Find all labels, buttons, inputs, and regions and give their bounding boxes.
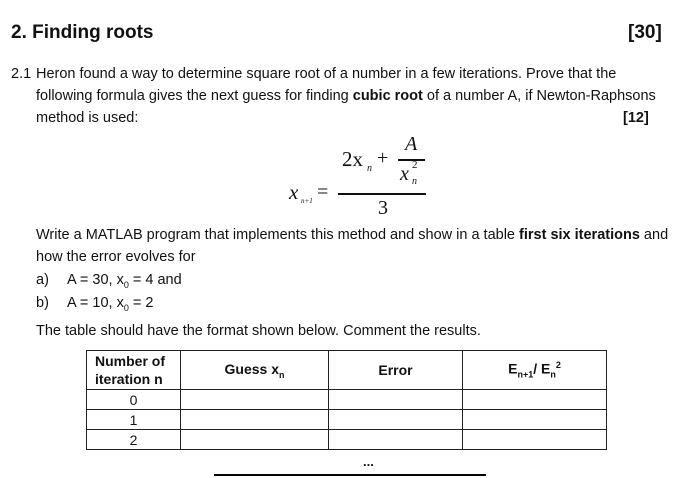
table-format-note: The table should have the format shown below. Comment the results. xyxy=(36,323,481,339)
formula-inner-numerator: A xyxy=(405,133,418,155)
formula-equals: = xyxy=(317,181,329,203)
formula-plus: + xyxy=(377,147,389,169)
table-continuation: ... xyxy=(363,454,374,469)
formula-inner-denominator: x xyxy=(400,163,409,185)
table-row xyxy=(87,410,607,430)
section-marks: [30] xyxy=(628,22,662,43)
formula-lhs-subscript: n+1 xyxy=(301,197,313,205)
formula-inner-superscript: 2 xyxy=(412,159,418,171)
task-line-2: how the error evolves for xyxy=(36,249,196,265)
header-error: Error xyxy=(329,351,463,390)
question-line-2: following formula gives the next guess for finding cubic root of a number A, if Newton-Raphsons xyxy=(36,88,656,104)
formula-two-x: 2x xyxy=(342,147,363,171)
question-number: 2.1 xyxy=(11,66,32,82)
page-divider xyxy=(214,474,486,476)
iteration-cell: 1 xyxy=(87,410,181,430)
case-b-label: b) xyxy=(36,295,49,311)
cubic-root-emphasis: cubic root xyxy=(352,88,423,104)
task-line-1: Write a MATLAB program that implements this method and show in a table first six iterations and xyxy=(36,227,669,243)
formula-lhs: x xyxy=(289,180,299,204)
error-cell xyxy=(329,390,463,410)
iteration-cell: 2 xyxy=(87,430,181,450)
case-a-label: a) xyxy=(36,272,49,288)
formula-two-x-subscript: n xyxy=(367,163,372,174)
ratio-cell xyxy=(463,430,607,450)
guess-cell xyxy=(181,410,329,430)
formula-denominator: 3 xyxy=(378,197,388,219)
table-row xyxy=(87,390,607,410)
question-marks: [12] xyxy=(623,110,649,126)
formula-main-fraction-bar xyxy=(338,193,426,195)
question-line-1: Heron found a way to determine square root of a number in a few iterations. Prove that the xyxy=(36,66,617,82)
guess-cell xyxy=(181,390,329,410)
header-iteration: Number of iteration n xyxy=(87,351,181,390)
ratio-cell xyxy=(463,390,607,410)
header-guess: Guess $x_n$ xyxy=(181,351,329,390)
section-title: 2. Finding roots xyxy=(11,22,154,43)
iteration-cell: 0 xyxy=(87,390,181,410)
table-row xyxy=(87,430,607,450)
guess-cell xyxy=(181,430,329,450)
ratio-cell xyxy=(463,410,607,430)
question-line-3: method is used: xyxy=(36,110,139,126)
table-header-row xyxy=(87,351,607,390)
error-cell xyxy=(329,410,463,430)
case-a-text: A = 30, $x_0 = 4$ and xyxy=(67,272,182,290)
first-six-iterations-emphasis: first six iterations xyxy=(519,227,640,243)
error-cell xyxy=(329,430,463,450)
formula-inner-subscript: n xyxy=(412,176,417,187)
case-b-text: A = 10, $x_0 = 2$ xyxy=(67,295,154,313)
iteration-table xyxy=(86,350,607,450)
header-error-ratio: $E_{n+1}/$ $E_n^2$ xyxy=(463,351,607,390)
